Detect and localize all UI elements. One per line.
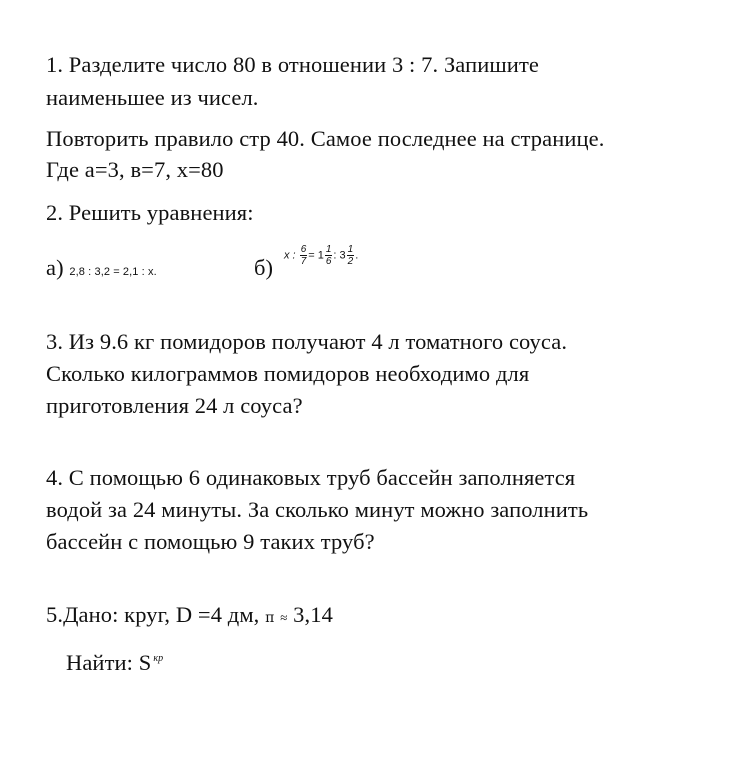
task1-hint-line2: Где а=3, в=7, х=80	[46, 157, 224, 182]
task3-line2: Сколько килограммов помидоров необходимо для	[46, 361, 530, 386]
task3-line1: 3. Из 9.6 кг помидоров получают 4 л томатного соуса.	[46, 329, 568, 354]
fraction-1-2: $\frac{1}{2}$	[347, 244, 354, 267]
task4-line1: 4. С помощью 6 одинаковых труб бассейн заполняется	[46, 465, 576, 490]
task1-line2: наименьшее из чисел.	[46, 85, 259, 110]
task4-line2: водой за 24 минуты. За сколько минут можно заполнить	[46, 497, 589, 522]
task5-given-text: 5.Дано: круг, D =4 дм,	[46, 602, 260, 627]
area-subscript: кр	[153, 653, 164, 664]
task3-line3: приготовления 24 л соуса?	[46, 393, 303, 418]
equation-a-label: а)	[46, 255, 64, 280]
approx-sign: ≈	[280, 610, 288, 625]
fraction-1-6: $\frac{1}{6}$	[325, 244, 332, 267]
task1-line1: 1. Разделите число 80 в отношении 3 : 7. Запишите	[46, 52, 539, 77]
task5-find-text: Найти: S	[66, 650, 152, 675]
equation-b-colon: : 3	[333, 249, 346, 262]
task4-line3: бассейн с помощью 9 таких труб?	[46, 529, 375, 554]
task5-find	[66, 644, 163, 678]
task2-equation-a	[46, 253, 157, 287]
equation-b-x: x :	[284, 249, 296, 262]
equation-b-label: б)	[254, 255, 274, 280]
task2-title: 2. Решить уравнения:	[46, 200, 254, 225]
task1-hint-line1: Повторить правило стр 40. Самое последнее на странице.	[46, 126, 605, 151]
equation-b-equals: = 1	[308, 249, 324, 262]
task2-equation-b	[254, 253, 273, 283]
fraction-6-7: $\frac{6}{7}$	[300, 244, 307, 267]
pi-symbol: π	[265, 610, 275, 626]
task5-given	[46, 600, 333, 633]
equation-b: x : $\frac{6}{7}$ = 1 $\frac{1}{6}$ : 3 $\frac{1}{2}$ .	[284, 244, 359, 267]
pi-value: 3,14	[293, 602, 333, 627]
equation-a: 2,8 : 3,2 = 2,1 : x.	[69, 266, 157, 278]
